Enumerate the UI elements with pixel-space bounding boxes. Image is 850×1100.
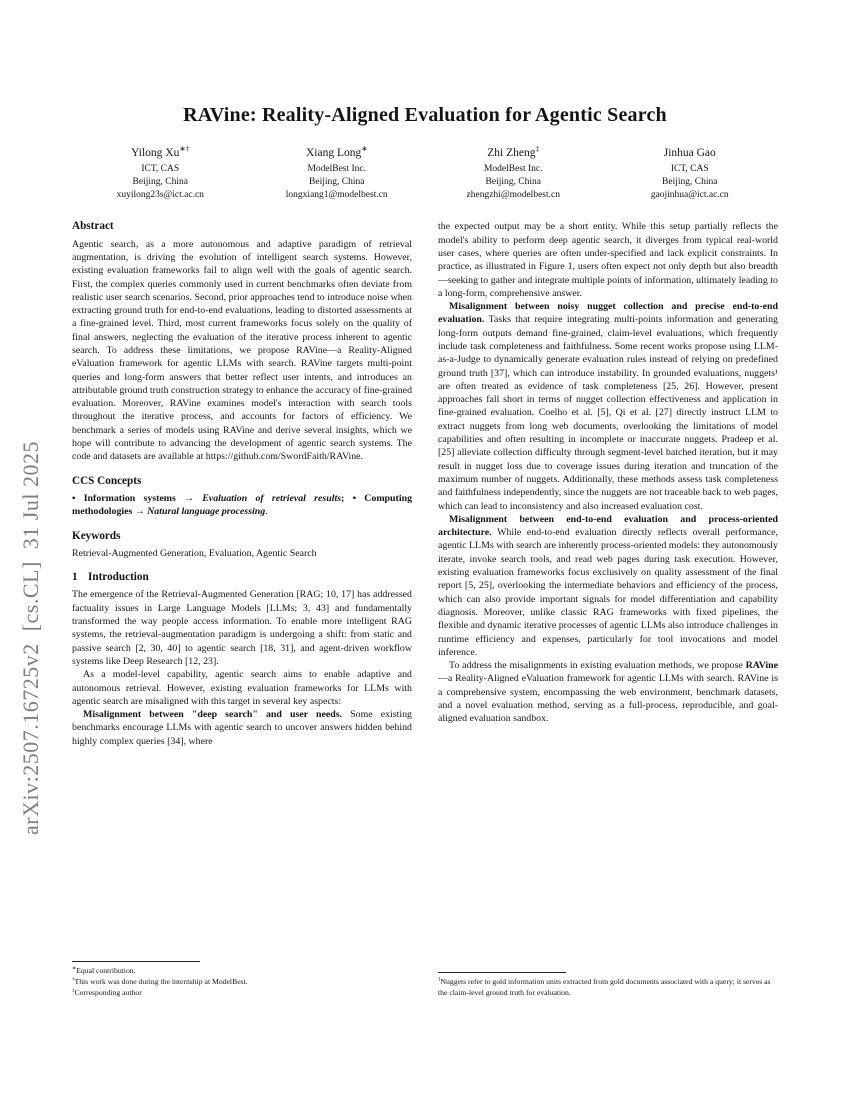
- introduction-text: [72, 588, 412, 748]
- author-name: Jinhua Gao: [663, 147, 716, 159]
- paragraph: • Information systems → Evaluation of retrieval results; • Computing methodologies → Natural language processing.: [72, 492, 413, 518]
- footnote-rule: [438, 972, 566, 973]
- author-block: [249, 144, 426, 202]
- right-column: [438, 220, 778, 998]
- footnote: ∗Equal contribution.: [72, 965, 136, 975]
- paper-title: RAVine: Reality-Aligned Evaluation for Agentic Search: [183, 104, 667, 126]
- author-block: [72, 144, 249, 202]
- author-city: Beijing, China: [662, 177, 718, 188]
- paragraph: To address the misalignments in existing evaluation methods, we propose RAVine—a Reality-Aligned eValuation framework for agentic LLMs with search. RAVine is a comprehensive system, encompassing the web environment, benchmark datasets, and a novel evaluation method, serving as a full-process, reproducible, and goal-aligned evaluation sandbox.: [438, 660, 778, 725]
- right-footnotes: [438, 962, 778, 999]
- paragraph: Retrieval-Augmented Generation, Evaluation, Agentic Search: [72, 547, 317, 559]
- author-city: Beijing, China: [485, 177, 541, 188]
- footnote: †This work was done during the internship at ModelBest.: [72, 976, 248, 986]
- introduction-heading: [72, 571, 412, 584]
- paragraph: The emergence of the Retrieval-Augmented Generation [RAG; 10, 17] has addressed factuality issues in Large Language Models [LLMs; 3, 43] and fundamentally transformed the way people access information. To enable more intelligent RAG systems, the retrieval-augmentation paradigm is undergoing a shift: from static and passive search [2, 30, 40] to agentic search [18, 31], and agent-driven workflow systems like Deep Research [12, 23].: [72, 589, 412, 667]
- author-affiliation: ICT, CAS: [670, 164, 709, 174]
- paragraph: the expected output may be a short entity. While this setup partially reflects the model's ability to perform deep agentic search, it diverges from typical real-world user cases, where queries are often under-specified and lack explicit constraints. In practice, as illustrated in Figure 1, users often expect not only depth but also breadth—seeking to gather and integrate multiple points of information, ultimately leading to a long-form, comprehensive answer.: [438, 221, 778, 299]
- author-affiliation: ICT, CAS: [141, 164, 180, 174]
- body-columns: [72, 220, 778, 998]
- keywords-heading: Keywords: [72, 529, 121, 542]
- author-marks: ‡: [535, 144, 540, 154]
- author-marks: ∗†: [179, 144, 190, 154]
- authors-row: [72, 144, 778, 202]
- section-number: 1: [72, 571, 78, 584]
- author-email[interactable]: xuyilong23s@ict.ac.cn: [116, 190, 204, 201]
- author-name: Yilong Xu∗†: [131, 144, 190, 159]
- paragraph: Misalignment between "deep search" and user needs. Some existing benchmarks encourage LLMs with agentic search to uncover answers hidden behind highly complex queries [34], where: [72, 709, 412, 747]
- author-email[interactable]: gaojinhua@ict.ac.cn: [650, 190, 729, 201]
- author-marks: ∗: [361, 144, 368, 154]
- author-affiliation: ModelBest Inc.: [307, 164, 367, 174]
- author-name: Zhi Zheng‡: [487, 144, 540, 159]
- ccs-heading: CCS Concepts: [72, 474, 142, 487]
- paragraph: Agentic search, as a more autonomous and adaptive paradigm of retrieval augmentation, is driving the evolution of intelligent search systems. However, existing evaluation frameworks fail to align well with the goals of agentic search. First, the complex queries commonly used in current benchmarks often deviate from realistic user search scenarios. Second, prior approaches tend to introduce noise when extracting ground truth for end-to-end evaluations, leading to distorted assessments at a fine-grained level. Third, most current frameworks focus solely on the quality of final answers, neglecting the evaluation of the iterative process inherent to agentic search. To address these limitations, we propose RAVine—a Reality-Aligned eValuation framework for agentic LLMs with search. RAVine targets multi-point queries and long-form answers that better reflect user intents, and introduces an attributable ground truth construction strategy to enhance the accuracy of fine-grained evaluation. Moreover, RAVine examines model's interaction with search tools throughout the iterative process, and accounts for factors of efficiency. We benchmark a series of models using RAVine and derive several insights, which we hope will contribute to advancing the development of agentic search systems. The code and datasets are available at https://github.com/SwordFaith/RAVine.: [72, 238, 413, 463]
- section-title: Introduction: [88, 571, 149, 584]
- keywords-text: [72, 547, 412, 560]
- footnote: ‡Corresponding author: [72, 987, 142, 997]
- author-city: Beijing, China: [309, 177, 365, 188]
- paragraph: Misalignment between end-to-end evaluation and process-oriented architecture. While end-to-end evaluation directly reflects overall performance, agentic LLMs with search are inherently process-oriented models: they autonomously iterate, invoke search tools, and read web pages during task execution. However, existing evaluation frameworks focus exclusively on quality assessment of the final report [5, 25], overlooking the intermediate behaviors and efficiency of the process, which can also provide important signals for model differentiation and capability diagnosis. Moreover, unlike classic RAG frameworks with fixed pipelines, the flexible and dynamic iterative processes of agentic LLMs also introduce challenges in runtime efficiency and expenses, particularly for tool invocations and model inference.: [438, 513, 778, 658]
- author-city: Beijing, China: [132, 177, 188, 188]
- author-name: Xiang Long∗: [305, 144, 368, 159]
- ccs-text: [72, 492, 412, 519]
- right-column-text: [438, 220, 778, 725]
- paragraph: Misalignment between noisy nugget collection and precise end-to-end evaluation. Tasks that require integrating multi-points information and generating long-form outputs demand fine-grained, claim-level evaluations, which frequently include task completeness and faithfulness. Some recent works propose using LLM-as-a-Judge to dynamically generate evaluation rules instead of relying on predefined ground truth [37], which can introduce instability. In grounded evaluations, nuggets¹ are often treated as evidence of task completeness [25, 26]. However, present approaches fall short in terms of nugget collection effectiveness and application in fine-grained evaluation. Coelho et al. [5], Qi et al. [27] directly instruct LLM to extract nuggets from long web documents, overlooking the limitations of model capabilities and often resulting in incomplete or inaccurate nuggets. Pradeep et al. [25] alleviate collection difficulty through segment-level batched iteration, but it may result in nugget loss due to coverage issues during iteration and truncation of the maximum number of nuggets. Additionally, these methods assess task completeness and faithfulness independently, since the nuggets are not traceable back to web pages, which can lead to inconsistency and also increased evaluation cost.: [438, 301, 778, 512]
- author-affiliation: ModelBest Inc.: [483, 164, 543, 174]
- paragraph: As a model-level capability, agentic search aims to enable adaptive and autonomous retrieval. However, existing evaluation frameworks for LLMs with agentic search are misaligned with this target in several key aspects:: [72, 669, 412, 707]
- footnote-rule: [72, 961, 200, 962]
- arxiv-watermark: arXiv:2507.16725v2 [cs.CL] 31 Jul 2025: [18, 441, 43, 835]
- abstract-text: [72, 238, 412, 464]
- left-column: [72, 220, 412, 998]
- footnote: $^1$Nuggets refer to gold information units extracted from gold documents associated with a query; it serves as the claim-level ground truth for evaluation.: [438, 976, 771, 997]
- author-email[interactable]: zhengzhi@modelbest.cn: [466, 190, 560, 201]
- author-block: [425, 144, 602, 202]
- author-block: [602, 147, 779, 202]
- left-footnotes: [72, 951, 412, 998]
- abstract-heading: Abstract: [72, 220, 114, 233]
- author-email[interactable]: longxiang1@modelbest.cn: [285, 190, 388, 201]
